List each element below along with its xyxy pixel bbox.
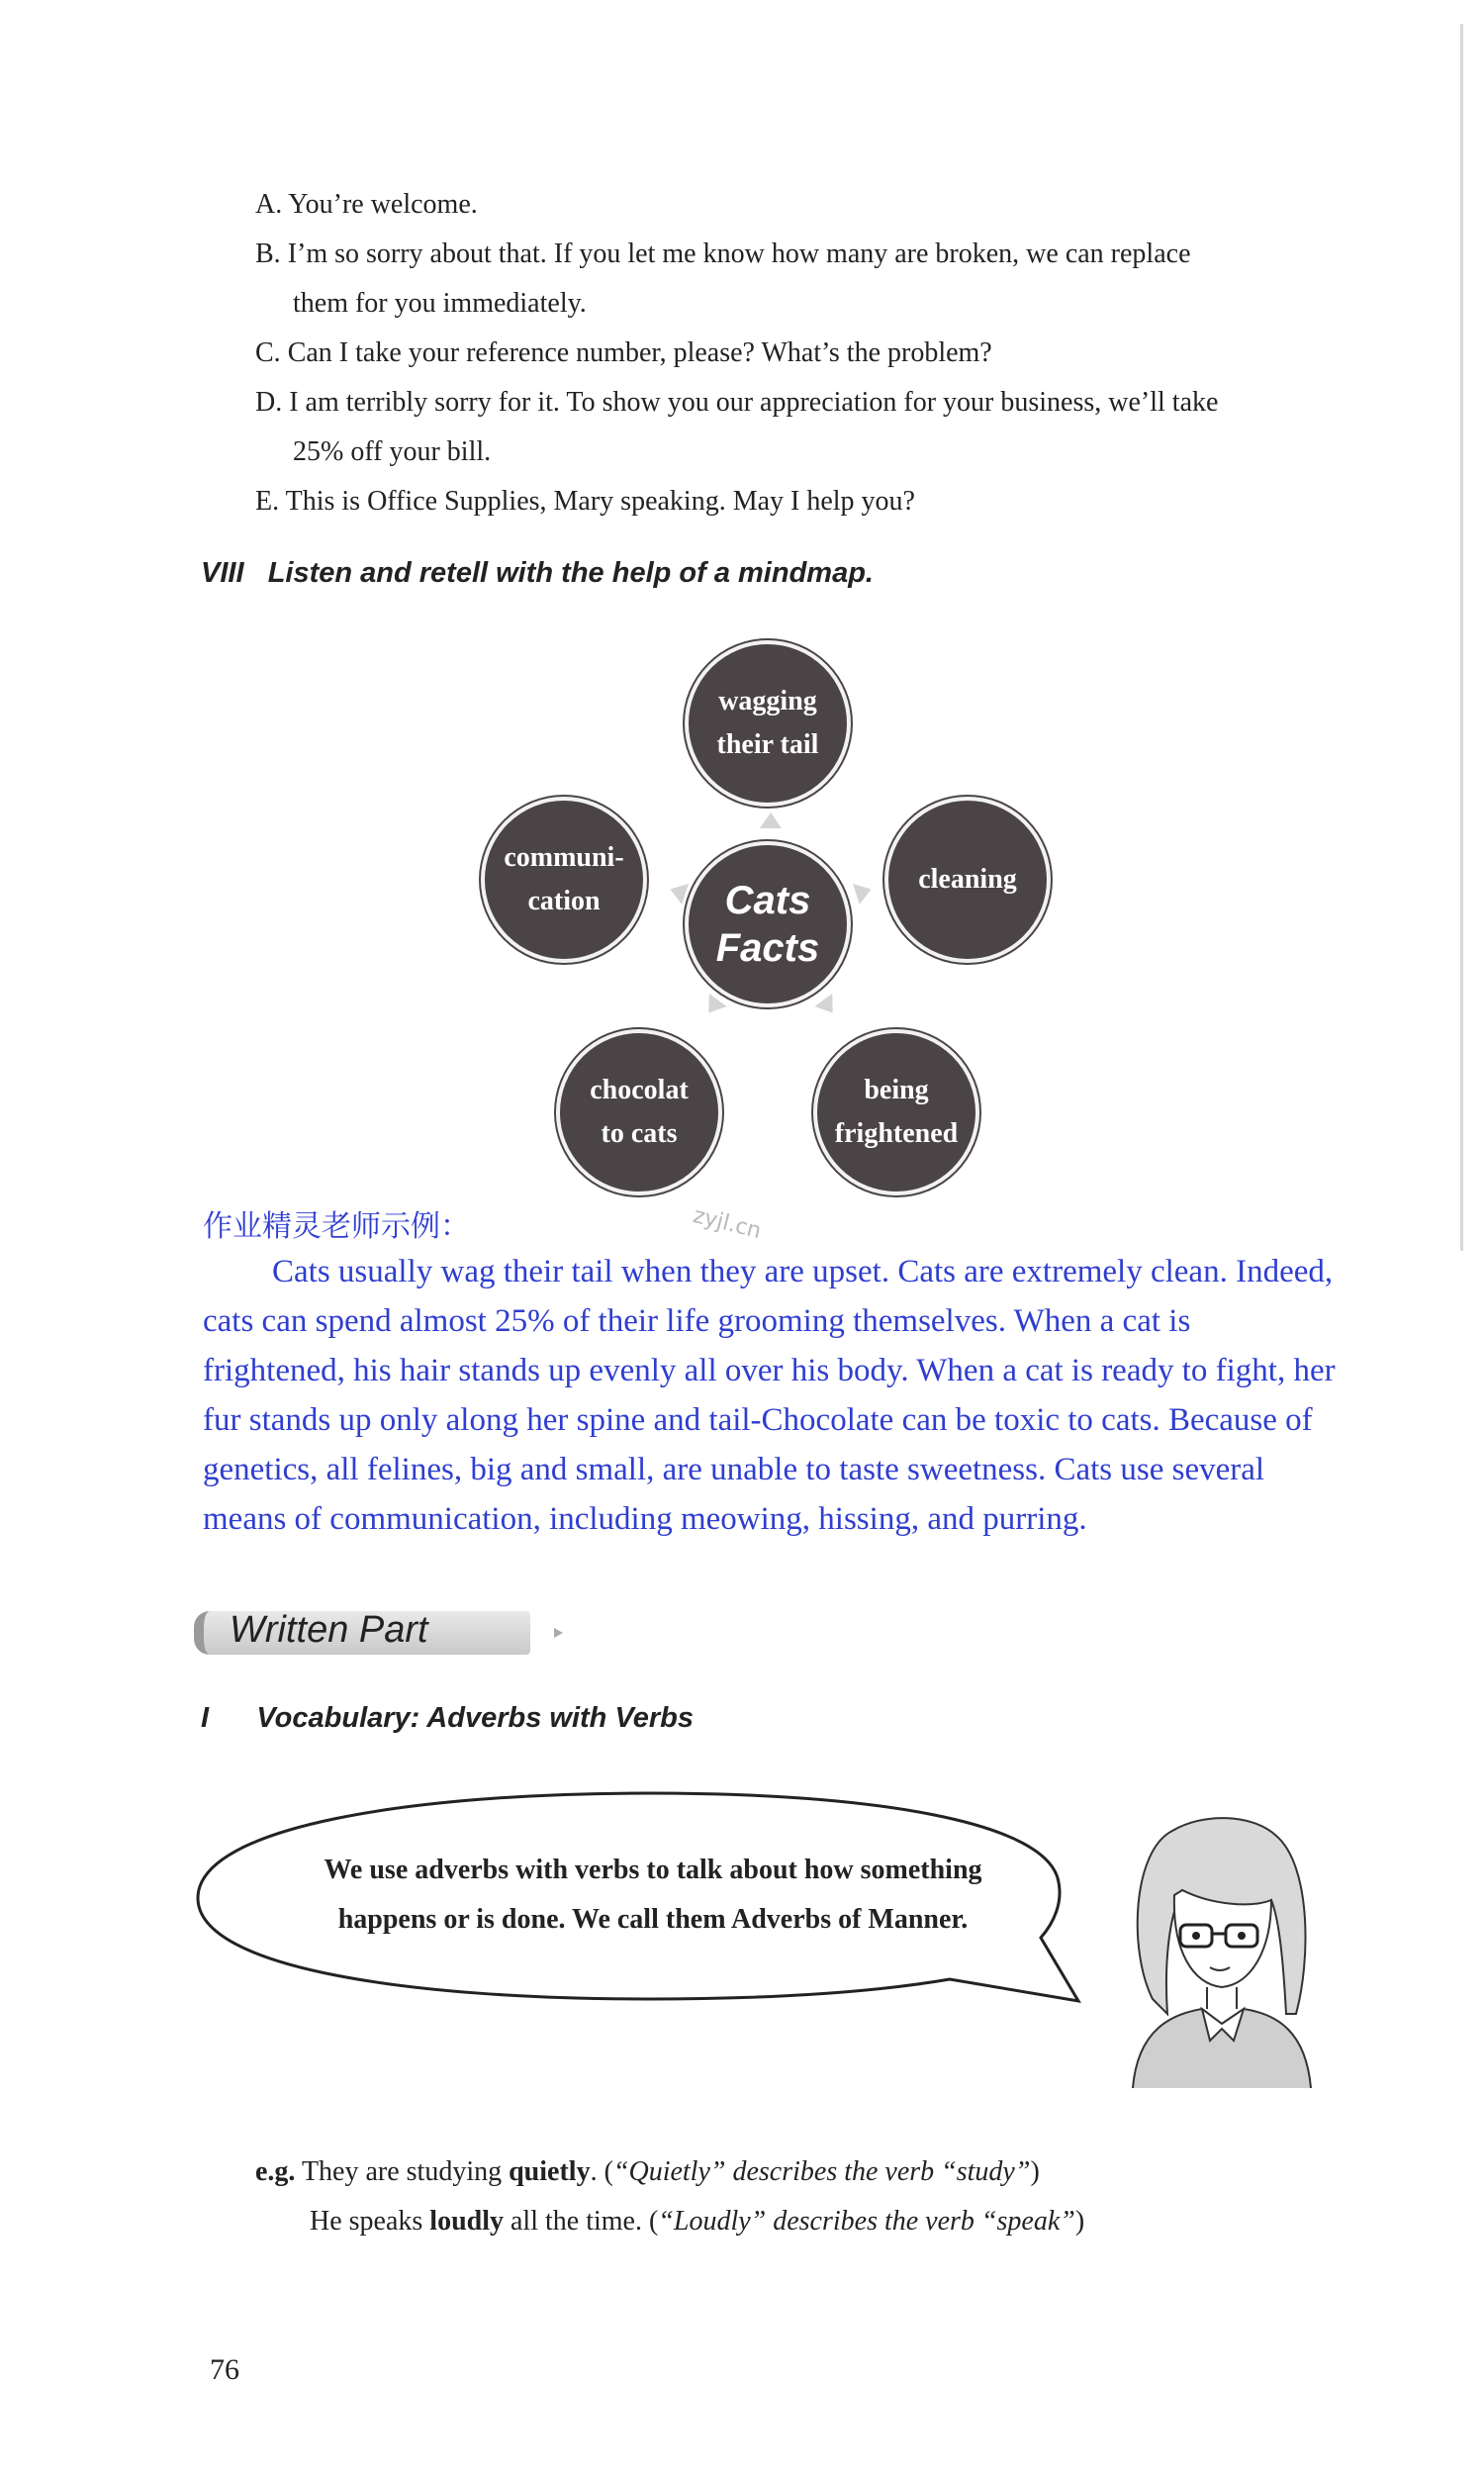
option-letter: C.	[255, 337, 281, 368]
section-numeral: I	[201, 1702, 210, 1734]
example-1	[255, 2147, 1084, 2197]
option-b	[255, 230, 1344, 329]
example-2	[255, 2197, 1084, 2246]
arrow-up-icon	[760, 812, 782, 828]
section-i-heading	[201, 1702, 694, 1735]
option-letter: E.	[255, 486, 280, 517]
banner-arrow-icon	[554, 1628, 563, 1638]
option-d	[255, 378, 1344, 477]
option-a	[255, 180, 1344, 230]
option-e	[255, 477, 1344, 526]
section-title: Listen and retell with the help of a mindmap.	[267, 557, 874, 589]
node-being-frightened: being frightened	[813, 1029, 979, 1195]
bubble-line-2: happens or is done. We call them Adverbs of Manner.	[337, 1904, 969, 1935]
arrow-right-icon	[853, 879, 875, 905]
page-number: 76	[210, 2353, 239, 2386]
example-adverb: loudly	[429, 2206, 504, 2237]
bubble-line-1: We use adverbs with verbs to talk about how something	[324, 1855, 982, 1885]
arrow-down-right-icon	[814, 994, 841, 1019]
cats-facts-mindmap	[465, 628, 1098, 1192]
option-letter: B.	[255, 238, 281, 269]
node-chocolate-to-cats: chocolat to cats	[556, 1029, 722, 1195]
arrow-left-icon	[667, 879, 689, 905]
sample-answer-text: Cats usually wag their tail when they are upset. Cats are extremely clean. Indeed, cats can spend almost 25% of their life grooming themselves. When a cat is frightened, his hair stands up evenly all over his body. When a cat is ready to fight, her fur stands up only along her spine and tail-Chocolate can be toxic to cats. Because of genetics, all felines, big and small, are unable to taste sweetness. Cats use several means of communication, including meowing, hissing, and purring.	[203, 1254, 1336, 1537]
option-text: Can I take your reference number, please? What’s the problem?	[287, 337, 992, 368]
option-text: I’m so sorry about that. If you let me know how many are broken, we can replace	[287, 238, 1191, 269]
example-text: He speaks	[310, 2206, 430, 2237]
examples-block	[255, 2147, 1084, 2246]
section-title: Vocabulary: Adverbs with Verbs	[256, 1702, 694, 1734]
eg-prefix: e.g.	[255, 2156, 296, 2187]
teacher-example-label: 作业精灵老师示例：	[203, 1209, 470, 1244]
speech-bubble-text	[247, 1846, 1059, 1945]
arrow-down-left-icon	[699, 994, 726, 1019]
watermark: zyjl.cn	[691, 1202, 764, 1245]
option-continuation: them for you immediately.	[293, 288, 587, 319]
example-text: . (	[590, 2156, 613, 2187]
node-cleaning: cleaning	[884, 797, 1051, 963]
option-continuation: 25% off your bill.	[293, 436, 492, 467]
example-text: all the time. (	[504, 2206, 659, 2237]
section-viii-heading	[201, 557, 874, 590]
option-letter: D.	[255, 387, 283, 418]
written-part-title: Written Part	[230, 1609, 428, 1651]
section-numeral: VIII	[201, 557, 244, 589]
option-c	[255, 329, 1344, 378]
option-letter: A.	[255, 189, 283, 220]
option-text: I am terribly sorry for it. To show you our appreciation for your business, we’ll take	[289, 387, 1219, 418]
example-note: “Loudly” describes the verb “speak”	[658, 2206, 1075, 2237]
page-edge-line	[1460, 24, 1463, 1251]
answer-options	[255, 180, 1344, 526]
teacher-illustration	[1113, 1811, 1326, 2088]
option-text: This is Office Supplies, Mary speaking. May I help you?	[285, 486, 915, 517]
example-note: “Quietly” describes the verb “study”	[612, 2156, 1031, 2187]
option-text: You’re welcome.	[288, 189, 478, 220]
node-wagging-tail: wagging their tail	[685, 640, 851, 807]
example-text: They are studying	[301, 2156, 510, 2187]
example-close: )	[1074, 2206, 1085, 2237]
example-adverb: quietly	[509, 2156, 591, 2187]
node-communication: communi- cation	[481, 797, 647, 963]
node-cats-facts-center: Cats Facts	[685, 841, 851, 1007]
example-close: )	[1030, 2156, 1040, 2187]
